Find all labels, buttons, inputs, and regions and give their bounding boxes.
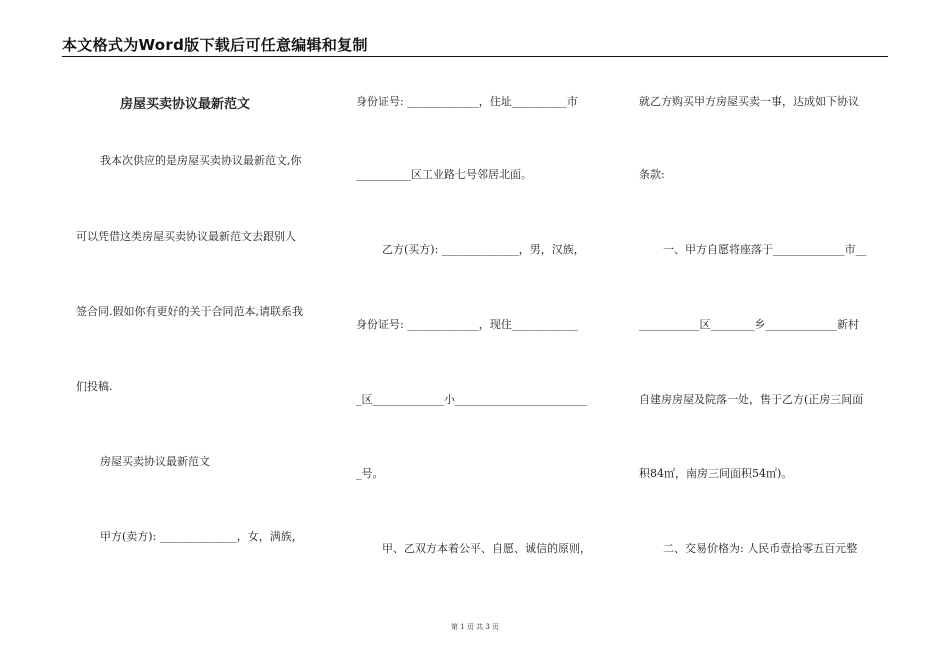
paragraph-line: 二、交易价格为: 人民币壹拾零五百元整 [663,542,858,555]
paragraph-line: 甲方(卖方): ______________，女，满族， [100,530,303,543]
header-title: 本文格式为Word版下载后可任意编辑和复制 [62,36,368,54]
paragraph-line: 们投稿. [76,380,113,393]
paragraph-line: 自建房房屋及院落一处，售于乙方(正房三间面 [639,393,864,406]
paragraph-line: __________区工业路七号邻居北面。 [356,168,532,181]
page-number-footer: 第 1 页 共 3 页 [450,623,500,631]
paragraph-line: _号。 [356,467,384,480]
paragraph-line: 可以凭借这类房屋买卖协议最新范文去跟别人 [76,230,296,243]
paragraph-line: 条款: [639,168,665,181]
paragraph-line: 一、甲方自愿将座落于_____________市__ [663,243,867,256]
document-title: 房屋买卖协议最新范文 [120,97,251,112]
paragraph-line: 就乙方购买甲方房屋买卖一事，达成如下协议 [639,95,859,108]
paragraph-line: ___________区________乡_____________新村 [639,318,859,331]
page-header [62,34,888,57]
paragraph-line: 我本次供应的是房屋买卖协议最新范文,你 [100,154,302,167]
paragraph-line: 积84㎡，南房三间面积54㎡)。 [639,467,793,480]
paragraph-line: 甲、乙双方本着公平、自愿、诚信的原则， [382,542,591,555]
paragraph-line: _区_____________小________________________ [356,393,587,406]
paragraph-line: 身份证号: _____________，住址__________市 [356,95,578,108]
paragraph-line: 身份证号: _____________，现住____________ [356,318,578,331]
paragraph-line: 房屋买卖协议最新范文 [100,455,210,468]
paragraph-line: 签合同.假如你有更好的关于合同范本,请联系我 [76,305,303,318]
paragraph-line: 乙方(买方): ______________，男，汉族， [382,243,585,256]
